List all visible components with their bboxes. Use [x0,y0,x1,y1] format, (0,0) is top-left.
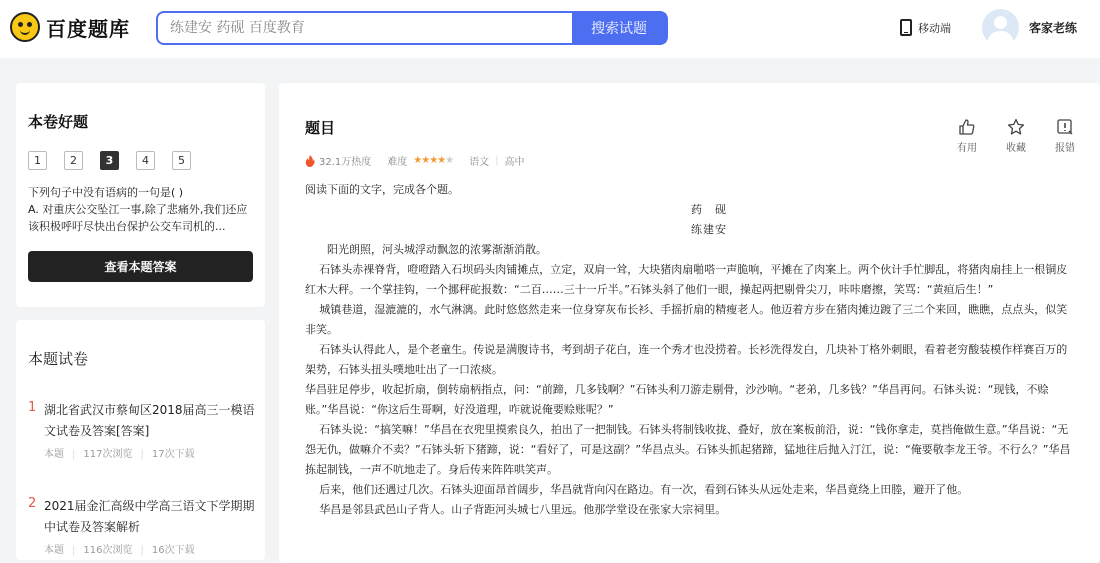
passage-paragraph: 阳光朗照，河头城浮动飘忽的浓雾渐渐消散。 [327,243,547,256]
mobile-phone-icon [900,19,912,36]
passage-paragraph: 华昌是邻县武邑山子背人。山子背距河头城七八里远。他那学堂设在张家大宗祠里。 [319,503,727,516]
avatar[interactable] [982,9,1019,46]
question-passage [305,180,1073,520]
username[interactable]: 客家老练 [1029,21,1078,35]
fire-icon [305,155,315,167]
exams-title: 本题试卷 [28,350,89,368]
mobile-label: 移动端 [918,21,951,35]
report-icon [1056,118,1074,136]
question-number[interactable]: 1 [28,151,47,170]
mobile-link[interactable] [900,19,951,36]
question-meta: 32.1万热度 难度 ★★★★★ 语文 | 高中 [305,153,524,168]
good-questions-card [16,83,265,307]
exam-meta: 本题 | 117次浏览 | 17次下载 [44,449,195,460]
search-input[interactable] [158,13,572,43]
passage-paragraph: 石钵头认得此人，是个老童生。传说是满腹诗书，考到胡子花白，连一个秀才也没捞着。长衫洗得发白，几块补丁格外刺眼，看着老穷酸装模作样赛百万的架势，石钵头扭头噗地吐出了一口浓痰。 [305,343,1068,376]
passage-title: 药 砚 [691,203,727,216]
difficulty-stars: ★★★★★ [413,155,454,166]
question-number-list [28,151,191,170]
search-button[interactable]: 搜索试题 [572,13,666,43]
search-bar [156,11,668,45]
passage-paragraph: 石钵头赤裸脊背，噔噔踏入石坝码头肉铺摊点，立定，双肩一耸，大块猪肉扇啪嗒一声脆响，平摊在了肉案上。两个伙计手忙脚乱，将猪肉扇挂上一根铜皮红木大秤。一个掌挂钩，一个挪秤砣报数：“二百……三十一斤半。”石钵头斜了他们一眼，操起两把剔骨尖刀，咔咔磨擦，笑骂：“黄疸后生！” [305,263,1068,296]
exam-title-link[interactable]: 湖北省武汉市蔡甸区2018届高三一模语文试卷及答案[答案] [44,403,255,438]
question-number[interactable]: 4 [136,151,155,170]
question-heading: 题目 [305,119,336,137]
question-number-active[interactable]: 3 [100,151,119,170]
exam-views: 117次浏览 [83,449,133,460]
grade-tag[interactable]: 高中 [504,157,525,168]
question-preview[interactable] [28,184,256,235]
passage-paragraph: 华昌驻足停步，收起折扇，倒转扇柄指点，问：“前蹄，几多钱啊？”石钵头利刀游走剔骨，沙沙响。“老弟，几多钱？”华昌再问。石钵头说：“现钱，不赊账。”华昌说：“你这后生哥啊，好没道理，咋就说俺要赊账呢？” [305,383,1049,416]
favorite-button[interactable] [1006,118,1026,154]
passage-paragraph: 城镇巷道，湿漉漉的，水气淋漓。此时悠悠然走来一位身穿灰布长衫、手摇折扇的精瘦老人。他迈着方步在猪肉摊边踱了三二个来回，瞧瞧，点点头，似笑非笑。 [305,303,1068,336]
thumbs-up-icon [958,118,976,136]
favorite-label: 收藏 [1006,143,1026,154]
view-answer-button[interactable]: 查看本题答案 [28,251,253,282]
top-header [0,0,1100,58]
passage-paragraph: 石钵头说：“搞笑嘛！”华昌在衣兜里摸索良久，拍出了一把制钱。石钵头将制钱收拢、叠好，放在案板前沿，说：“钱你拿走，莫挡俺做生意。”华昌说：“无怨无仇，做嘛介不卖？”石钵头斩下猪蹄，说：“看好了，可是这副？”华昌点头。石钵头抓起猪蹄，猛地往后抛入汀江，说：“俺要敬李龙王爷。不行么？”华昌拣起制钱，一声不吭地走了。身后传来阵阵哄笑声。 [305,423,1071,476]
exam-downloads: 16次下载 [151,545,195,556]
logo-text: 百度题库 [46,16,130,41]
exam-meta: 本题 | 116次浏览 | 16次下载 [44,545,195,556]
exams-card [16,320,265,560]
exam-views: 116次浏览 [83,545,133,556]
exam-downloads: 17次下载 [151,449,195,460]
passage-intro: 阅读下面的文字，完成各个题。 [305,183,459,196]
question-main-card [279,83,1100,563]
report-label: 报错 [1055,143,1075,154]
difficulty-label: 难度 [387,157,408,168]
question-number[interactable]: 2 [64,151,83,170]
useful-button[interactable] [957,118,977,154]
star-icon [1007,118,1025,136]
question-text: 下列句子中没有语病的一句是( ) [28,186,184,199]
question-number[interactable]: 5 [172,151,191,170]
passage-author: 练建安 [691,223,727,236]
logo-face-icon [10,12,40,42]
logo[interactable] [10,12,130,42]
exam-title-link[interactable]: 2021届金汇高级中学高三语文下学期期中试卷及答案解析 [44,499,255,534]
exam-index: 1 [28,400,37,415]
exam-index: 2 [28,496,37,511]
good-questions-title: 本卷好题 [28,113,89,131]
exam-tag: 本题 [44,545,64,556]
report-button[interactable] [1055,118,1075,154]
hot-count: 32.1万热度 [319,157,372,168]
subject-tag[interactable]: 语文 [469,157,490,168]
question-option: A. 对重庆公交坠江一事,除了悲痛外,我们还应该积极呼吁尽快出台保护公交车司机的... [28,203,248,233]
passage-paragraph: 后来，他们还遇过几次。石钵头迎面昂首阔步，华昌就背向闪在路边。有一次，看到石钵头从远处走来，华昌竟绕上田塍，避开了他。 [319,483,969,496]
exam-tag: 本题 [44,449,64,460]
useful-label: 有用 [957,143,977,154]
